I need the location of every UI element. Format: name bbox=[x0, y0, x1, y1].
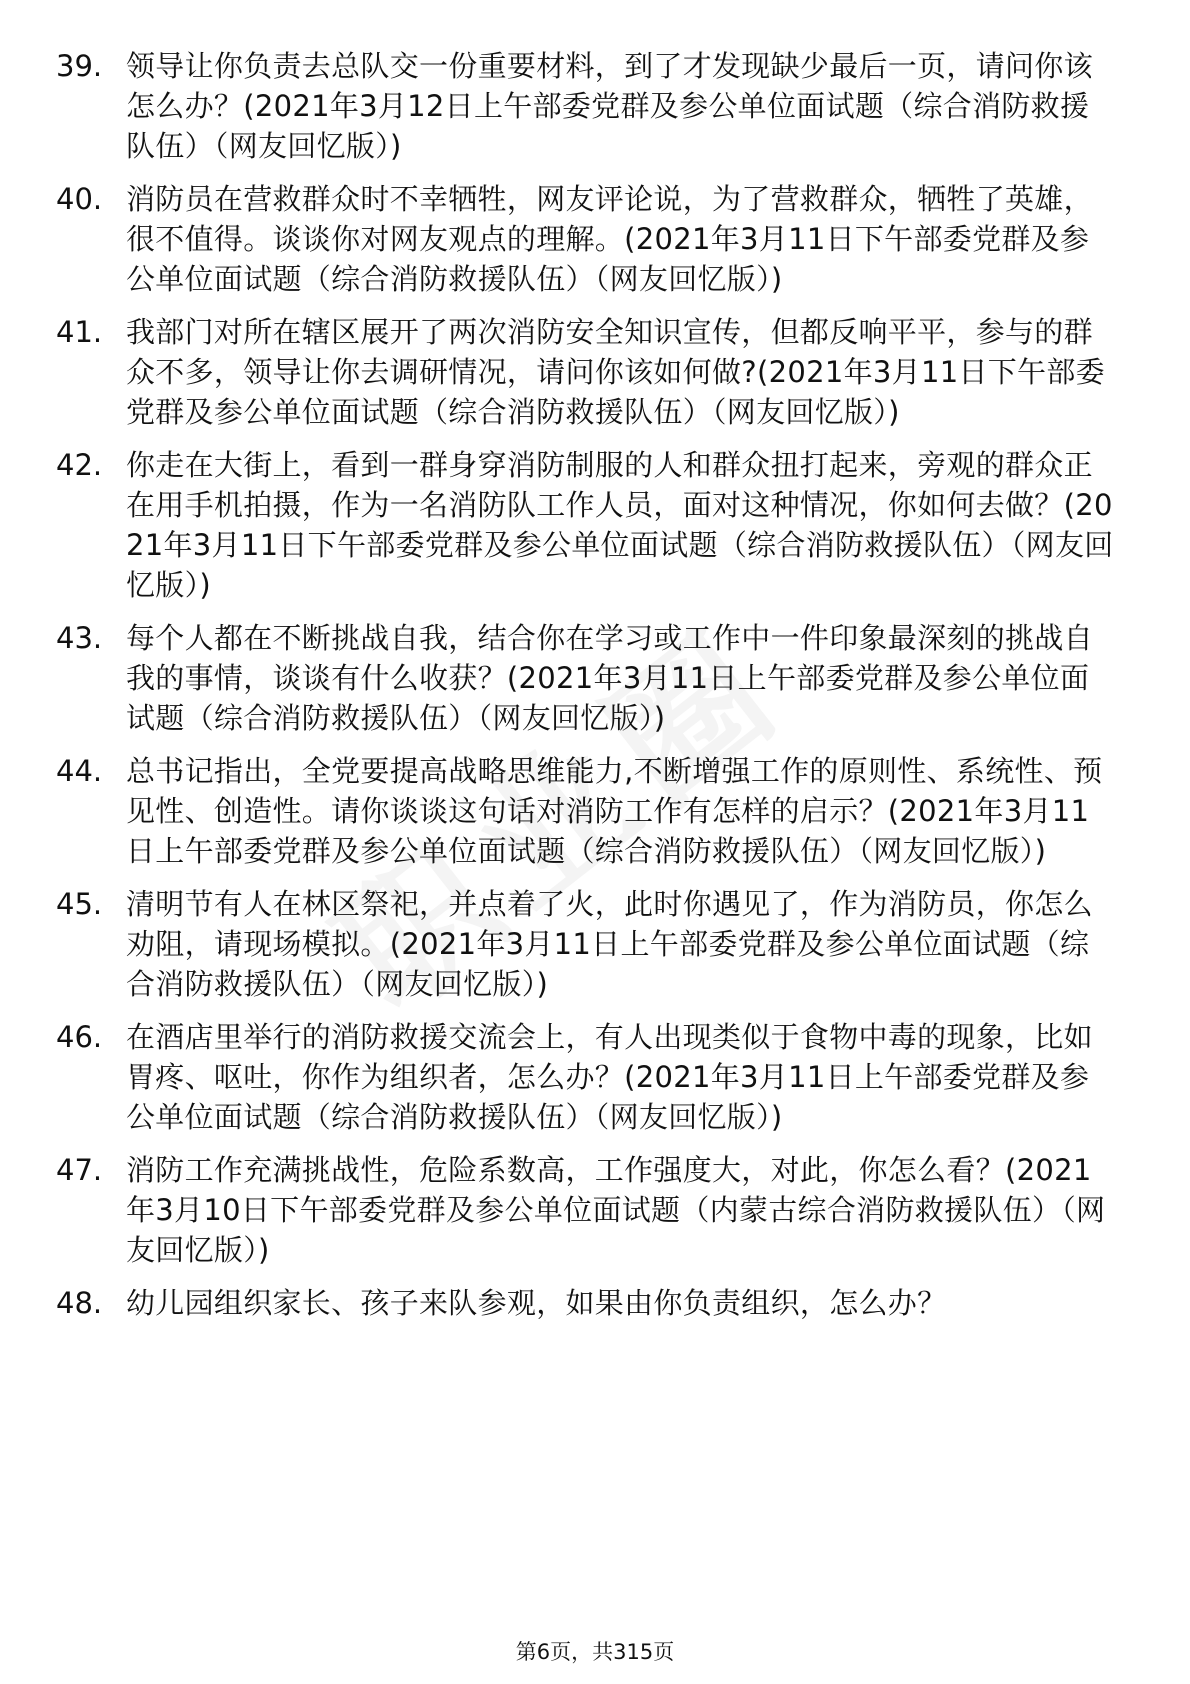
question-number: 44. bbox=[56, 754, 103, 788]
question-item bbox=[56, 1017, 1116, 1137]
question-text: 消防工作充满挑战性，危险系数高，工作强度大，对此，你怎么看？(2021年3月10日下午部委党群及参公单位面试题（内蒙古综合消防救援队伍）（网友回忆版）) bbox=[126, 1153, 1106, 1267]
question-number: 46. bbox=[56, 1020, 103, 1054]
question-text: 总书记指出，全党要提高战略思维能力,不断增强工作的原则性、系统性、预见性、创造性。请你谈谈这句话对消防工作有怎样的启示？(2021年3月11日上午部委党群及参公单位面试题（综合消防救援队伍）（网友回忆版）) bbox=[126, 754, 1103, 868]
question-item bbox=[56, 751, 1116, 871]
question-text: 消防员在营救群众时不幸牺牲，网友评论说，为了营救群众，牺牲了英雄，很不值得。谈谈你对网友观点的理解。(2021年3月11日下午部委党群及参公单位面试题（综合消防救援队伍）（网友回忆版）) bbox=[126, 182, 1093, 296]
question-number: 40. bbox=[56, 182, 103, 216]
question-item bbox=[56, 46, 1116, 166]
question-number: 41. bbox=[56, 315, 103, 349]
question-number: 45. bbox=[56, 887, 103, 921]
question-item bbox=[56, 445, 1116, 605]
question-number: 42. bbox=[56, 448, 103, 482]
page-number-label: 第6页，共315页 bbox=[515, 1640, 675, 1664]
question-item bbox=[56, 884, 1116, 1004]
question-text: 幼儿园组织家长、孩子来队参观，如果由你负责组织，怎么办？ bbox=[126, 1286, 947, 1320]
question-number: 43. bbox=[56, 621, 103, 655]
question-text: 领导让你负责去总队交一份重要材料，到了才发现缺少最后一页，请问你该怎么办？(2021年3月12日上午部委党群及参公单位面试题（综合消防救援队伍）（网友回忆版）) bbox=[126, 49, 1093, 163]
question-text: 你走在大街上，看到一群身穿消防制服的人和群众扭打起来，旁观的群众正在用手机拍摄，作为一名消防队工作人员，面对这种情况，你如何去做？(2021年3月11日下午部委党群及参公单位面试题（综合消防救援队伍）（网友回忆版）) bbox=[126, 448, 1114, 602]
question-item bbox=[56, 618, 1116, 738]
question-number: 47. bbox=[56, 1153, 103, 1187]
question-text: 在酒店里举行的消防救援交流会上，有人出现类似于食物中毒的现象，比如胃疼、呕吐，你作为组织者，怎么办？(2021年3月11日上午部委党群及参公单位面试题（综合消防救援队伍）（网友回忆版）) bbox=[126, 1020, 1093, 1134]
question-item bbox=[56, 312, 1116, 432]
question-text: 每个人都在不断挑战自我，结合你在学习或工作中一件印象最深刻的挑战自我的事情，谈谈有什么收获？(2021年3月11日上午部委党群及参公单位面试题（综合消防救援队伍）（网友回忆版）) bbox=[126, 621, 1093, 735]
question-text: 清明节有人在林区祭祀，并点着了火，此时你遇见了，作为消防员，你怎么劝阻，请现场模拟。(2021年3月11日上午部委党群及参公单位面试题（综合消防救援队伍）（网友回忆版）) bbox=[126, 887, 1093, 1001]
question-number: 48. bbox=[56, 1286, 103, 1320]
question-number: 39. bbox=[56, 49, 103, 83]
question-text: 我部门对所在辖区展开了两次消防安全知识宣传，但都反响平平，参与的群众不多，领导让你去调研情况，请问你该如何做?(2021年3月11日下午部委党群及参公单位面试题（综合消防救援队伍）（网友回忆版）) bbox=[126, 315, 1105, 429]
page-footer bbox=[0, 1638, 1190, 1666]
question-list bbox=[56, 46, 1116, 1336]
question-item bbox=[56, 179, 1116, 299]
question-item bbox=[56, 1150, 1116, 1270]
question-item bbox=[56, 1283, 1116, 1323]
